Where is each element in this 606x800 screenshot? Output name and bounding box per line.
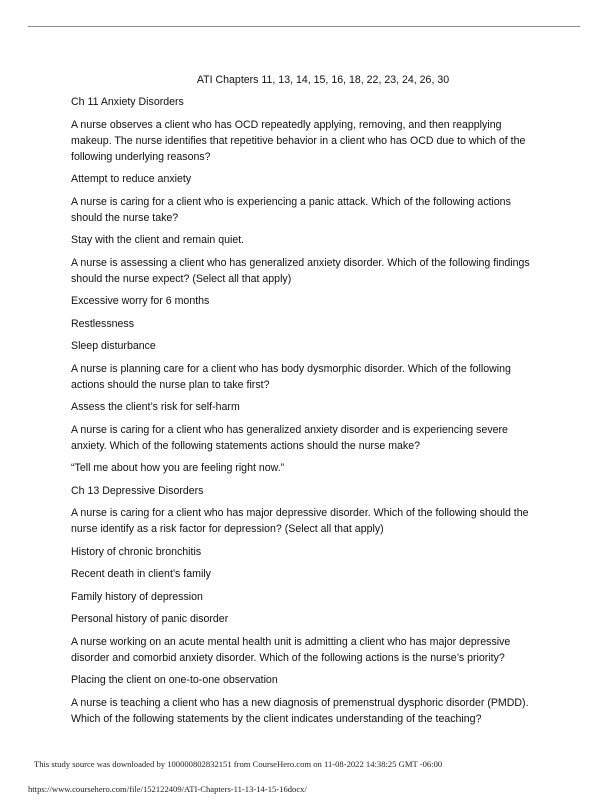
download-source-note: This study source was downloaded by 100000802832151 from CourseHero.com on 11-08-2022 14:38:25 GMT -06:00 bbox=[34, 759, 443, 769]
answer-paragraph: Family history of depression bbox=[71, 590, 203, 603]
question-paragraph: A nurse is teaching a client who has a new diagnosis of premenstrual dysphoric disorder (PMDD). Which of the following statements by the client indicates understanding of the teaching? bbox=[71, 696, 529, 725]
answer-paragraph: Excessive worry for 6 months bbox=[71, 295, 210, 307]
document-body bbox=[71, 72, 541, 733]
section-heading-ch13: Ch 13 Depressive Disorders bbox=[71, 484, 204, 497]
question-paragraph: A nurse is planning care for a client who has body dysmorphic disorder. Which of the following actions should the nurse plan to take first? bbox=[71, 362, 511, 391]
document-title: ATI Chapters 11, 13, 14, 15, 16, 18, 22, 23, 24, 26, 30 bbox=[196, 74, 450, 86]
answer-paragraph: Sleep disturbance bbox=[71, 340, 156, 352]
source-url: https://www.coursehero.com/file/152122409/ATI-Chapters-11-13-14-15-16docx/ bbox=[28, 784, 307, 794]
question-paragraph: A nurse is caring for a client who has generalized anxiety disorder and is experiencing severe anxiety. Which of the following statements actions should the nurse make? bbox=[71, 423, 508, 452]
section-heading-ch11: Ch 11 Anxiety Disorders bbox=[71, 96, 184, 108]
answer-paragraph: Recent death in client’s family bbox=[71, 568, 211, 580]
answer-paragraph: “Tell me about how you are feeling right now.” bbox=[71, 462, 285, 474]
answer-paragraph: Restlessness bbox=[71, 317, 134, 330]
question-paragraph: A nurse is caring for a client who has major depressive disorder. Which of the following should the nurse identify as a risk factor for depression? (Select all that apply) bbox=[71, 507, 529, 535]
question-paragraph: A nurse working on an acute mental health unit is admitting a client who has major depressive disorder and comorbid anxiety disorder. Which of the following actions is the nurse’s priority? bbox=[71, 635, 511, 664]
question-paragraph: A nurse is assessing a client who has generalized anxiety disorder. Which of the following findings should the nurse expect? (Select all that apply) bbox=[71, 256, 530, 285]
answer-paragraph: Assess the client’s risk for self-harm bbox=[71, 401, 240, 413]
answer-paragraph: Stay with the client and remain quiet. bbox=[71, 234, 245, 246]
question-paragraph: A nurse observes a client who has OCD repeatedly applying, removing, and then reapplying makeup. The nurse identifies that repetitive behavior in a client who has OCD due to which of the following underlying reasons? bbox=[71, 118, 526, 163]
answer-paragraph: Attempt to reduce anxiety bbox=[71, 173, 192, 185]
top-divider bbox=[28, 26, 580, 27]
question-paragraph: A nurse is caring for a client who is experiencing a panic attack. Which of the following actions should the nurse take? bbox=[71, 195, 511, 224]
answer-paragraph: Personal history of panic disorder bbox=[71, 613, 229, 625]
answer-paragraph: Placing the client on one-to-one observation bbox=[71, 674, 278, 686]
answer-paragraph: History of chronic bronchitis bbox=[71, 545, 202, 558]
